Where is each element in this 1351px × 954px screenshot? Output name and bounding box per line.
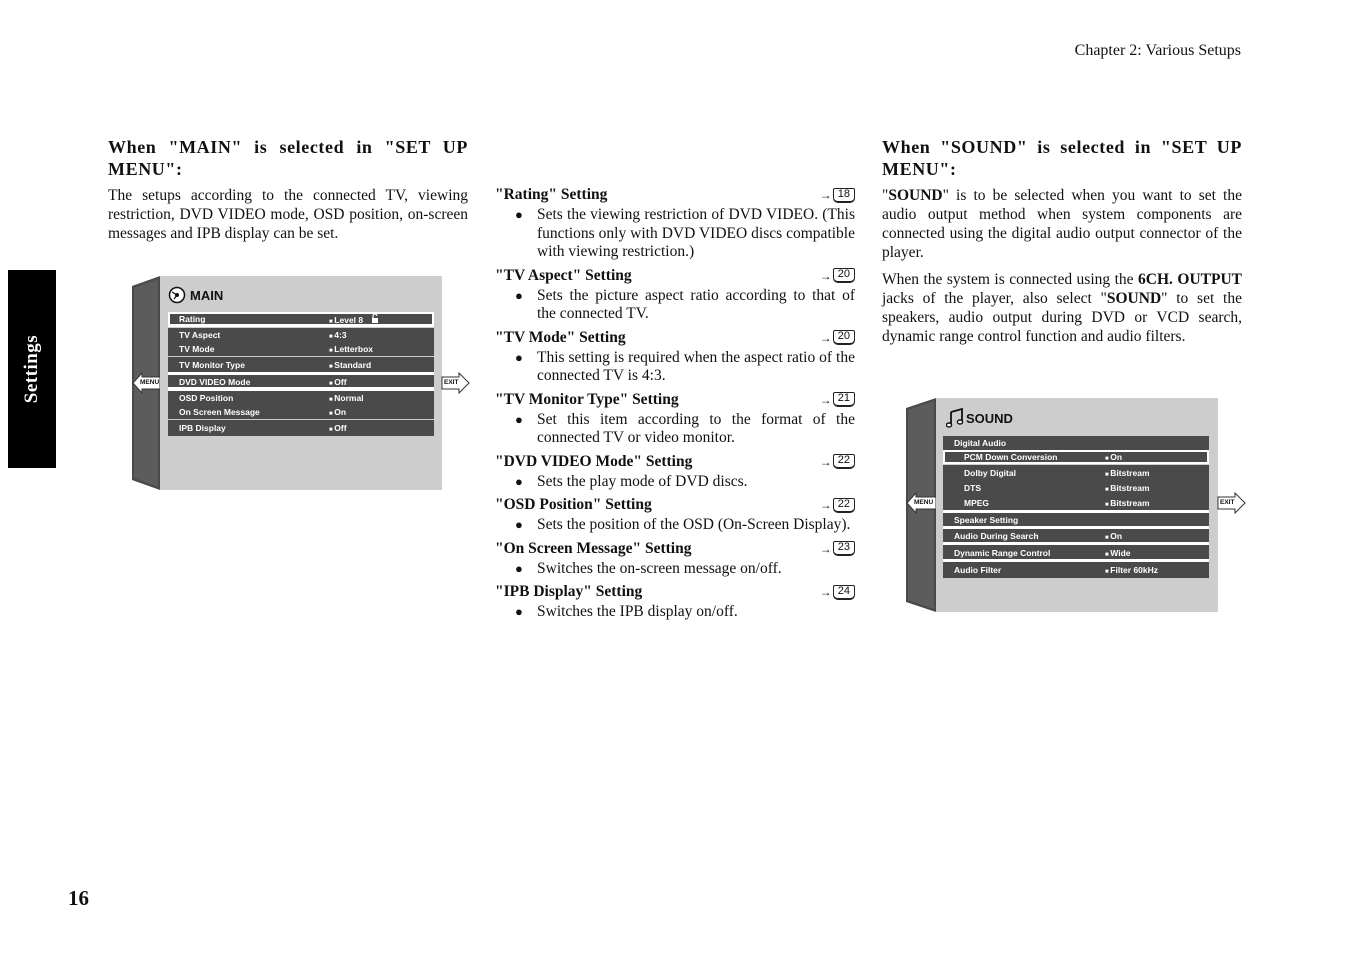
menu-separator (168, 372, 434, 375)
menu-row-dynamic-range-control[interactable] (943, 545, 1209, 560)
menu-row-label: Rating (179, 314, 206, 324)
setting-heading (495, 184, 855, 206)
menu-row-value-text: On (334, 407, 347, 417)
arrow-icon: → (819, 541, 832, 556)
setting-heading (495, 451, 855, 473)
menu-row-label: IPB Display (179, 423, 226, 433)
menu-row-value (329, 407, 346, 417)
menu-row-value (329, 360, 371, 370)
sound-p1-post: " is to be selected when you want to set the audio output method when system components are connected using the digital audio output connector of the player. (882, 187, 1242, 261)
main-section-body: The setups according to the connected TV, viewing restriction, DVD VIDEO mode, OSD position, on-screen messages and IPB display can be set. (108, 187, 468, 242)
menu-row-label: Digital Audio (954, 438, 1007, 448)
menu-row-audio-filter[interactable] (943, 562, 1209, 578)
bullet-square-icon: ■ (329, 427, 335, 433)
menu-row-audio-during-search[interactable] (943, 529, 1209, 543)
bullet-icon: ● (515, 349, 523, 365)
sound-p1-bold: SOUND (888, 187, 943, 204)
sound-menu-exit-label: EXIT (1220, 499, 1235, 506)
page-reference[interactable] (820, 498, 855, 513)
menu-row-label: TV Aspect (179, 330, 221, 340)
menu-row-value-text: On (1110, 531, 1123, 541)
menu-row-digital-audio[interactable] (943, 436, 1209, 450)
menu-row-value-text: Letterbox (334, 344, 374, 354)
menu-row-value (329, 423, 347, 433)
bullet-icon: ● (515, 604, 523, 619)
setting-description (495, 473, 855, 492)
menu-row-ipb-display[interactable] (168, 420, 434, 436)
book-page-icon: 22 (833, 498, 855, 513)
page-reference[interactable] (820, 330, 855, 345)
setting-description (495, 411, 855, 448)
setting-description (495, 287, 855, 324)
menu-row-label: PCM Down Conversion (964, 452, 1058, 462)
main-section-heading (108, 136, 468, 180)
music-note-icon (946, 408, 964, 428)
arrow-icon: → (819, 498, 832, 512)
menu-row-tv-monitor-type[interactable] (168, 357, 434, 372)
bullet-square-icon: ■ (329, 348, 335, 354)
book-page-icon: 24 (833, 585, 855, 600)
sound-menu-back-label: MENU (914, 499, 934, 506)
menu-row-value-text: Bitstream (1110, 467, 1150, 478)
bullet-icon: ● (515, 287, 523, 303)
main-section (108, 136, 468, 243)
setting-heading (495, 389, 855, 411)
setting-heading (495, 265, 855, 287)
setting-description (495, 603, 855, 622)
page-reference[interactable] (820, 454, 855, 469)
menu-separator (943, 510, 1209, 513)
menu-row-value-text: Off (334, 423, 347, 433)
setting-heading (495, 327, 855, 349)
page-reference[interactable] (820, 188, 855, 203)
setting-description (495, 206, 855, 262)
menu-row-label: OSD Position (179, 393, 234, 403)
sound-p2-post: " to set the speakers, audio output during DVD or VCD search, dynamic range control function and audio filters. (882, 290, 1242, 345)
menu-separator (943, 559, 1209, 562)
setting-title: "Rating" Setting (495, 186, 608, 203)
sound-p2-pre: When the system is connected using the (882, 271, 1139, 288)
menu-row-label: TV Monitor Type (179, 359, 245, 370)
menu-row-value (1105, 498, 1150, 508)
bullet-square-icon: ■ (1105, 471, 1111, 478)
setting-description (495, 516, 855, 535)
menu-row-value-text: Bitstream (1110, 482, 1150, 493)
menu-back-label: MENU (140, 379, 160, 386)
menu-row-mpeg[interactable] (943, 495, 1209, 510)
bullet-square-icon: ■ (329, 318, 335, 325)
setting-title: "TV Mode" Setting (495, 328, 626, 346)
disc-icon (168, 286, 186, 304)
menu-row-dts[interactable] (943, 480, 1209, 495)
menu-row-label: Dolby Digital (964, 467, 1016, 478)
setting-title: "IPB Display" Setting (495, 583, 643, 600)
book-page-icon: 18 (833, 188, 855, 203)
setting-title: "DVD VIDEO Mode" Setting (495, 452, 693, 470)
menu-exit-arrow[interactable] (441, 372, 471, 394)
menu-row-dolby-digital[interactable] (943, 465, 1209, 480)
bullet-square-icon: ■ (1105, 569, 1111, 575)
menu-row-value (1105, 531, 1122, 541)
menu-row-label: MPEG (964, 497, 990, 508)
book-page-icon: 23 (833, 541, 855, 556)
sound-p2-mid: jacks of the player, also select " (882, 290, 1107, 307)
bullet-icon: ● (515, 411, 523, 427)
menu-row-value-text: On (1110, 452, 1123, 462)
setting-title: "TV Aspect" Setting (495, 266, 632, 284)
menu-row-value (329, 330, 347, 340)
bullet-square-icon: ■ (329, 363, 335, 370)
main-heading-line2: MENU": (108, 159, 183, 179)
menu-row-label: On Screen Message (179, 407, 260, 417)
menu-row-value-text: Wide (1110, 547, 1131, 558)
menu-row-value (329, 377, 347, 387)
bullet-icon: ● (515, 560, 523, 576)
menu-row-value (329, 344, 373, 354)
sound-section-paragraph-2 (882, 270, 1242, 346)
side-tab-label: Settings (21, 334, 42, 404)
bullet-square-icon: ■ (329, 381, 335, 387)
menu-row-value-text: Bitstream (1110, 497, 1150, 508)
menu-separator (943, 526, 1209, 529)
page-reference[interactable] (820, 585, 855, 600)
menu-row-value-text: Standard (334, 359, 372, 370)
bullet-square-icon: ■ (329, 397, 335, 403)
setting-description-text: Sets the picture aspect ratio according to that of the connected TV. (537, 286, 855, 322)
book-page-icon: 21 (833, 392, 855, 407)
arrow-icon: → (819, 330, 832, 345)
main-menu-screen (128, 276, 473, 492)
setting-description-text: Sets the viewing restriction of DVD VIDEO. (This functions only with DVD VIDEO discs compatible with viewing restriction.) (537, 206, 855, 260)
setting-title: "TV Monitor Type" Setting (495, 390, 679, 408)
menu-row-label: TV Mode (179, 344, 215, 354)
setting-heading (495, 494, 855, 516)
setting-description (495, 560, 855, 579)
menu-row-value-text: Off (334, 377, 347, 387)
arrow-icon: → (819, 268, 832, 283)
menu-row-value (329, 393, 364, 403)
menu-separator (943, 542, 1209, 545)
main-menu-title (168, 286, 223, 304)
menu-separator (168, 324, 434, 327)
menu-row-value (1105, 468, 1150, 478)
setting-title: "On Screen Message" Setting (495, 539, 692, 557)
bullet-square-icon: ■ (1105, 501, 1111, 508)
menu-back-arrow[interactable] (132, 372, 160, 394)
bullet-square-icon: ■ (329, 334, 335, 340)
arrow-icon: → (819, 392, 832, 407)
settings-list (495, 182, 855, 625)
menu-row-value-text: 4:3 (334, 330, 347, 340)
book-page-icon: 22 (833, 454, 855, 469)
menu-separator (168, 387, 434, 391)
page-number: 16 (68, 886, 89, 910)
page-reference[interactable] (820, 541, 855, 556)
setting-description-text: This setting is required when the aspect ratio of the connected TV is 4:3. (537, 348, 855, 384)
menu-row-value-text: Normal (334, 393, 364, 403)
main-menu-title-text: MAIN (190, 287, 224, 303)
menu-row-value-text: Filter 60kHz (1110, 565, 1159, 575)
menu-row-value (1105, 565, 1158, 575)
menu-row-value (1105, 548, 1131, 558)
menu-row-label: Audio During Search (954, 531, 1039, 541)
setting-description-text: Sets the position of the OSD (On-Screen Display). (537, 516, 851, 533)
sound-section (882, 136, 1242, 346)
page-reference[interactable] (820, 268, 855, 283)
menu-row-label: DVD VIDEO Mode (179, 377, 251, 387)
menu-row-label: Speaker Setting (954, 515, 1019, 525)
bullet-square-icon: ■ (1105, 456, 1111, 462)
sound-section-paragraph-1 (882, 186, 1242, 262)
sound-heading-line1: When "SOUND" is selected in "SET UP (882, 137, 1242, 157)
arrow-icon: → (819, 188, 832, 202)
sound-section-heading (882, 136, 1242, 180)
bullet-square-icon: ■ (1105, 535, 1111, 541)
arrow-icon: → (819, 454, 832, 469)
menu-row-value (1105, 483, 1150, 493)
sound-menu-back-arrow[interactable] (906, 492, 936, 514)
menu-exit-label: EXIT (444, 379, 459, 386)
book-page-icon: 20 (833, 268, 855, 283)
sound-p2-bold2: SOUND (1106, 290, 1162, 307)
sound-menu-title-text: SOUND (966, 410, 1013, 426)
sound-menu-title (946, 408, 1013, 428)
menu-row-label: Audio Filter (954, 565, 1002, 575)
bullet-icon: ● (515, 473, 523, 489)
side-tab (8, 270, 56, 468)
bullet-icon: ● (515, 517, 523, 532)
book-page-icon: 20 (833, 330, 855, 345)
main-heading-line1: When "MAIN" is selected in "SET UP (108, 137, 468, 157)
setting-heading (495, 581, 855, 603)
menu-row-tv-mode[interactable] (168, 342, 434, 356)
menu-row-label: DTS (964, 482, 981, 493)
menu-row-value (1105, 452, 1122, 462)
sound-heading-line2: MENU": (882, 159, 957, 179)
menu-row-value (329, 314, 380, 325)
sound-p2-bold1: 6CH. OUTPUT (1138, 271, 1242, 288)
bullet-square-icon: ■ (1105, 486, 1111, 493)
unlock-icon (371, 315, 380, 325)
setting-description-text: Switches the on-screen message on/off. (537, 559, 782, 577)
menu-row-on-screen-message[interactable] (168, 405, 434, 419)
menu-row-pcm-down-conversion[interactable] (943, 450, 1209, 464)
setting-description (495, 349, 855, 386)
setting-heading (495, 538, 855, 560)
setting-description-text: Switches the IPB display on/off. (537, 603, 738, 620)
menu-row-tv-aspect[interactable] (168, 328, 434, 342)
page-reference[interactable] (820, 392, 855, 407)
arrow-icon: → (819, 585, 832, 599)
menu-row-value-text: Level 8 (334, 314, 364, 325)
menu-row-label: Dynamic Range Control (954, 547, 1051, 558)
sound-menu-screen (904, 398, 1249, 614)
sound-p1-pre: " (882, 187, 889, 204)
setting-description-text: Sets the play mode of DVD discs. (537, 472, 748, 490)
setting-title: "OSD Position" Setting (495, 496, 652, 513)
bullet-square-icon: ■ (1105, 551, 1111, 558)
bullet-square-icon: ■ (329, 411, 335, 417)
menu-row-osd-position[interactable] (168, 391, 434, 405)
bullet-icon: ● (515, 207, 523, 222)
menu-row-speaker-setting[interactable] (943, 513, 1209, 527)
sound-menu-exit-arrow[interactable] (1217, 492, 1247, 514)
setting-description-text: Set this item according to the format of the connected TV or video monitor. (537, 410, 855, 446)
chapter-header: Chapter 2: Various Setups (1074, 42, 1241, 59)
